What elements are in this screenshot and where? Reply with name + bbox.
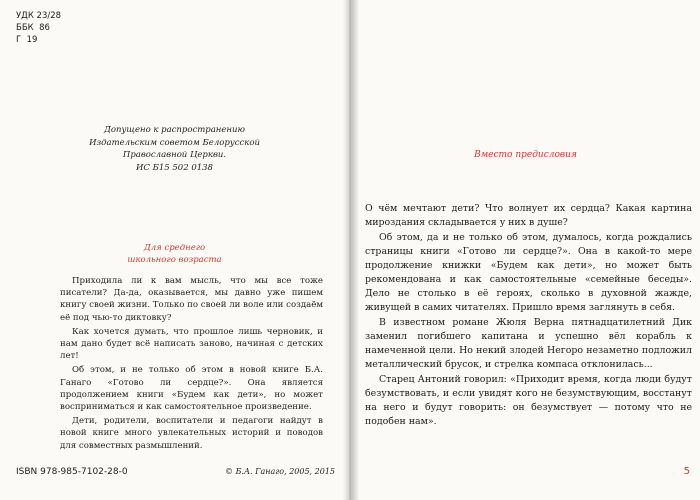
page-number: 5 bbox=[683, 466, 690, 477]
approval-line: Издательским советом Белорусской bbox=[89, 137, 260, 148]
age-label-line: Для среднего bbox=[143, 243, 206, 253]
annotation-paragraph: Дети, родители, воспитатели и педагоги найдут в новой книге много увлекательных историй и поводов для совместных размышлений. bbox=[60, 416, 323, 451]
approval-number: ИС Б15 502 0138 bbox=[136, 162, 213, 173]
section-title: Вместо предисловия bbox=[474, 150, 577, 160]
book-gutter bbox=[343, 0, 359, 500]
annotation-paragraph: Об этом, и не только об этом в новой книге Б.А. Ганаго «Готово ли сердце?». Она является продолжением книги «Будем как дети», но может восприниматься и как самостоятельное произведение. bbox=[60, 365, 323, 413]
age-label-line: школьного возраста bbox=[127, 255, 222, 265]
approval-line: Допущено к распространению bbox=[104, 125, 245, 135]
preface-paragraph: Старец Антоний говорил: «Приходит время, когда люди будут безумствовать, и если увидят кого не безумствующим, восстанут на него и будут говорить: он безумствует — потому что не подобен нам». bbox=[365, 374, 692, 427]
bbk-code: ББК 86 bbox=[16, 23, 50, 33]
author-mark: Г 19 bbox=[16, 35, 38, 45]
annotation-text bbox=[60, 275, 323, 454]
left-page bbox=[0, 0, 349, 500]
publication-approval bbox=[0, 124, 349, 174]
annotation-paragraph: Приходила ли к вам мысль, что мы все тоже писатели? Да-да, оказывается, мы давно уже пишем книгу своей жизни. Только по своей ли воле или создаём её под чью-то диктовку? bbox=[60, 276, 323, 323]
approval-line: Православной Церкви. bbox=[122, 150, 227, 160]
preface-paragraph: О чём мечтают дети? Что волнует их сердца? Какая картина мироздания складывается у них в душе? bbox=[365, 203, 692, 228]
imprint-footer bbox=[16, 467, 335, 477]
preface-paragraph: Об этом, да и не только об этом, думалось, когда рождались страницы книги «Готово ли сердце?». Она в какой-то мере продолжение книжки «Будем как дети», но может быть рекомендована и как самостоятельные «семейные беседы». Дело не столько в её героях, сколько в духовной жажде, живущей в самих читателях. Пришло время заглянуть в себя. bbox=[365, 232, 692, 313]
bibliographic-codes bbox=[16, 10, 61, 46]
annotation-paragraph: Как хочется думать, что прошлое лишь черновик, и нам дано будет всё написать заново, начиная с детских лет! bbox=[60, 326, 323, 362]
right-page bbox=[351, 0, 700, 500]
preface-paragraph: В известном романе Жюля Верна пятнадцатилетний Дик заменил погибшего капитана и успешно вёл корабль к намеченной цели. Но некий злодей Негоро незаметно подложил металлический брусок, и стрелка компаса отклонилась... bbox=[365, 317, 692, 370]
isbn: ISBN 978-985-7102-28-0 bbox=[16, 467, 128, 477]
udk-code: УДК 23/28 bbox=[16, 11, 62, 21]
copyright: © Б.А. Ганаго, 2005, 2015 bbox=[225, 467, 335, 476]
preface-text bbox=[365, 202, 692, 430]
age-label bbox=[0, 242, 349, 266]
